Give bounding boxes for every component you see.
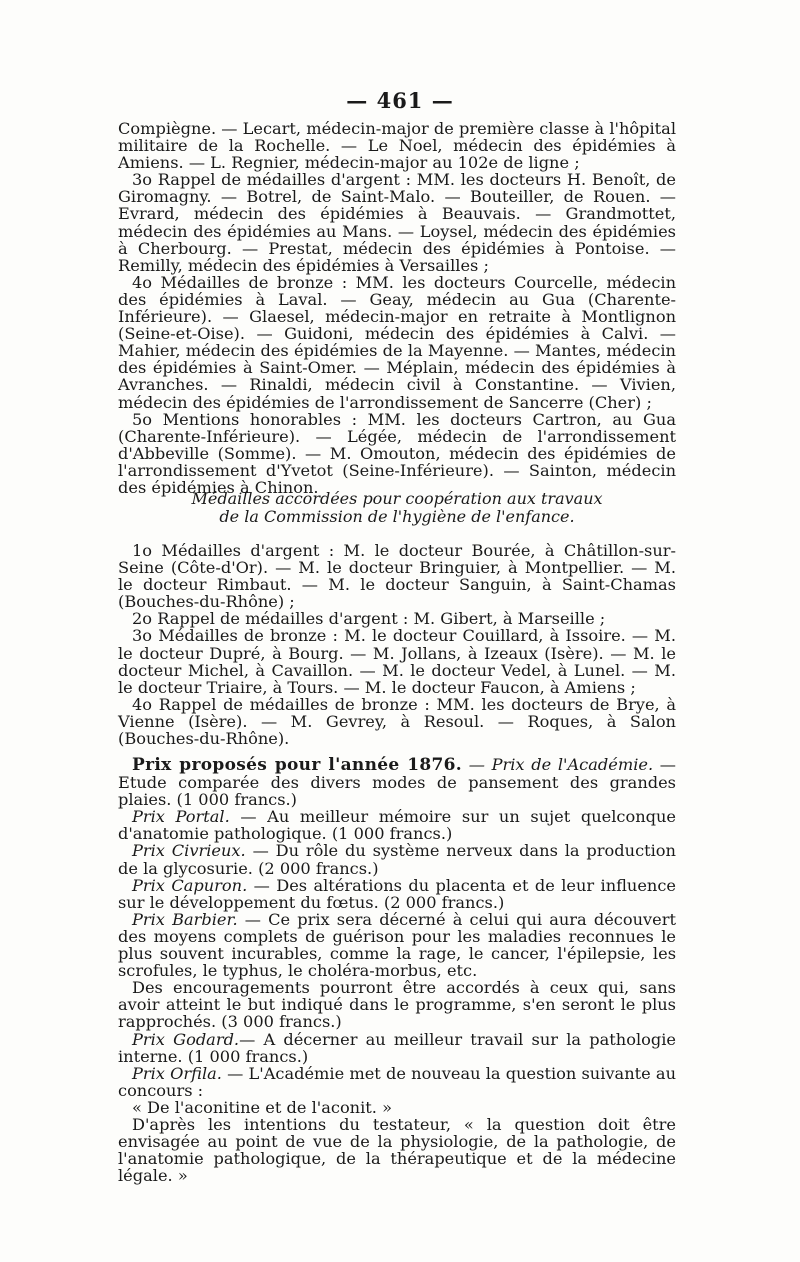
prize-orfila (118, 1065, 676, 1099)
prizes-title: Prix proposés pour l'année 1876. (132, 755, 462, 775)
section-heading-hygiene-enfance (118, 490, 676, 526)
prize-capuron (118, 877, 676, 911)
prize-godard-label: Prix Godard. (132, 1029, 240, 1049)
hygiene-medal-list (118, 542, 676, 747)
prize-civrieux (118, 842, 676, 876)
paragraph-rappel-argent: 3o Rappel de médailles d'argent : MM. les docteurs H. Benoît, de Giromagny. — Botrel, de Saint-Malo. — Bouteiller, de Rouen. — Evrard, médecin des épidémies à Beauvais. — Grandmottet, médecin des épidémies au Mans. — Loysel, médecin des épidémies à Cherbourg. — Prestat, médecin des épidémies à Pontoise. — Remilly, médecin des épidémies à Versailles ; (118, 170, 676, 275)
prize-orfila-intentions: D'après les intentions du testateur, « la question doit être envisagée au point de vue de la physiologie, de la pathologie, de l'anatomie pathologique, de la thérapeutique et de la médecine légale. » (118, 1114, 676, 1186)
paragraph-medailles-bronze: 4o Médailles de bronze : MM. les docteurs Courcelle, médecin des épidémies à Laval. — Geay, médecin au Gua (Charente-Inférieure). — Glaesel, médecin-major en retraite à Montlignon (Seine-et-Oise). — Guidoni, médecin des épidémies à Calvi. — Mahier, médecin des épidémies de la Mayenne. — Mantes, médecin des épidémies à Saint-Omer. — Méplain, médecin des épidémies à Avranches. — Rinaldi, médecin civil à Constantine. — Vivien, médecin des épidémies de l'arrondissement de Sancerre (Cher) ; (118, 272, 676, 412)
prize-barbier-text: — Ce prix sera décerné à celui qui aura découvert des moyens complets de guérison pour les maladies reconnues le plus souvent incurables, comme la rage, le cancer, l'épilepsie, les scrofules, le typhus, le choléra-morbus, etc. (118, 909, 676, 981)
paragraph-rappel-bronze: 4o Rappel de médailles de bronze : MM. les docteurs de Brye, à Vienne (Isère). — M. Gevrey, à Resoul. — Roques, à Salon (Bouches-du-Rhône). (118, 694, 676, 749)
prize-godard (118, 1031, 676, 1065)
paragraph-bronze-2: 3o Médailles de bronze : M. le docteur Couillard, à Issoire. — M. le docteur Dupré, à Bourg. — M. Jollans, à Izeaux (Isère). — M. le docteur Michel, à Cavaillon. — M. le docteur Vedel, à Lunel. — M. le docteur Triaire, à Tours. — M. le docteur Faucon, à Amiens ; (118, 626, 676, 697)
prize-portal-label: Prix Portal. (132, 807, 230, 827)
prize-godard-text: — A décerner au meilleur travail sur la pathologie interne. (1 000 francs.) (118, 1029, 676, 1066)
prize-orfila-text: — L'Académie met de nouveau la question suivante au concours : (118, 1063, 676, 1100)
prize-capuron-text: — Des altérations du placenta et de leur influence sur le développement du fœtus. (2 000 francs.) (118, 875, 676, 912)
prizes-section (118, 756, 676, 1184)
prize-capuron-label: Prix Capuron. (132, 875, 248, 895)
prize-academie-text: — Etude comparée des divers modes de pansement des grandes plaies. (1 000 francs.) (118, 755, 676, 810)
paragraph-mentions-honorables: 5o Mentions honorables : MM. les docteurs Cartron, au Gua (Charente-Inférieure). — Légée, médecin de l'arrondissement d'Abbeville (Somme). — M. Omouton, médecin des épidémies de l'arrondissement d'Yvetot (Seine-Inférieure). — Sainton, médecin des épidémies à Chinon. (118, 409, 676, 497)
prize-civrieux-label: Prix Civrieux. (132, 841, 246, 861)
prize-portal-text: — Au meilleur mémoire sur un sujet quelconque d'anatomie pathologique. (1 000 francs.) (118, 807, 676, 844)
prize-encouragements: Des encouragements pourront être accordés à ceux qui, sans avoir atteint le but indiqué dans le programme, s'en seront le plus rapprochés. (3 000 francs.) (118, 978, 676, 1032)
prize-orfila-question: « De l'aconitine et de l'aconit. » (132, 1097, 392, 1117)
medal-list-continued (118, 120, 676, 496)
prize-portal (118, 808, 676, 842)
page-number: — 461 — (346, 88, 454, 113)
prize-barbier (118, 911, 676, 979)
prize-barbier-label: Prix Barbier. (132, 909, 238, 929)
prize-orfila-label: Prix Orfila. (132, 1063, 222, 1083)
section-heading-line-2: de la Commission de l'hygiène de l'enfance. (219, 507, 575, 526)
paragraph-rappel-argent-2: 2o Rappel de médailles d'argent : M. Gibert, à Marseille ; (132, 609, 606, 629)
prize-academie (118, 756, 676, 808)
paragraph-medailles-argent: 1o Médailles d'argent : M. le docteur Bourée, à Châtillon-sur-Seine (Côte-d'Or). — M. le docteur Bringuier, à Montpellier. — M. le docteur Rimbaut. — M. le docteur Sanguin, à Saint-Chamas (Bouches-du-Rhône) ; (118, 541, 676, 612)
prize-civrieux-text: — Du rôle du système nerveux dans la production de la glycosurie. (2 000 francs.) (118, 841, 676, 878)
paragraph-lecart: Compiègne. — Lecart, médecin-major de première classe à l'hôpital militaire de la Rochelle. — Le Noel, médecin des épidémies à Amiens. — L. Regnier, médecin-major au 102e de ligne ; (118, 119, 676, 173)
prize-academie-label: — Prix de l'Académie. (468, 755, 654, 774)
section-heading-line-1: Médailles accordées pour coopération aux travaux (191, 489, 603, 508)
